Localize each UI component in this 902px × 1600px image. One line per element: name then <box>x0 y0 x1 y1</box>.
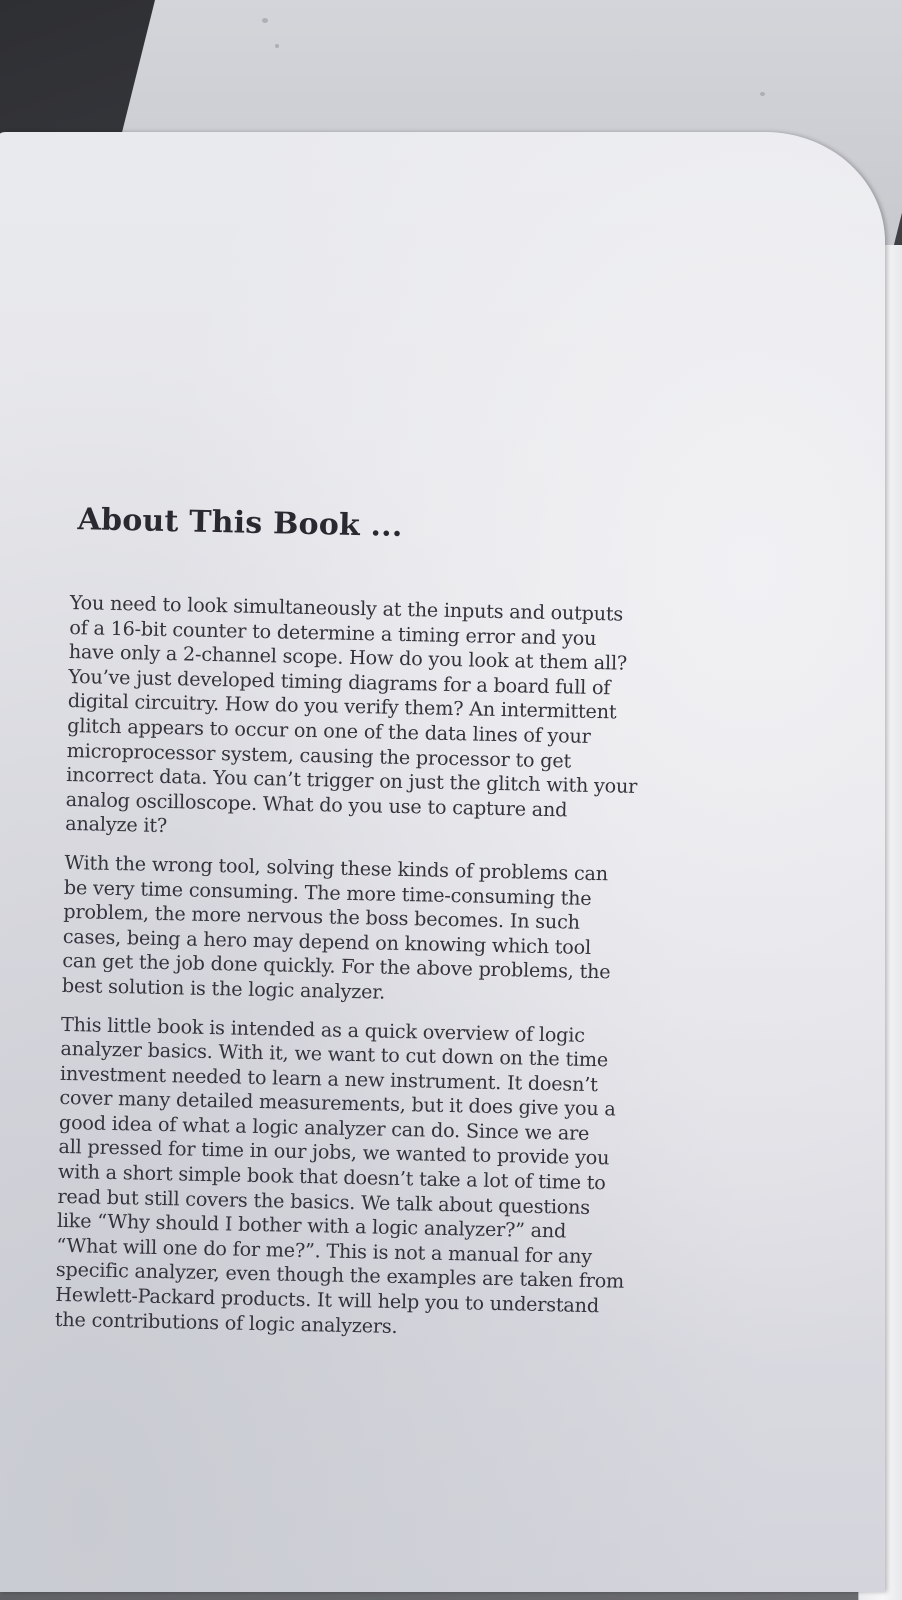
body-paragraph-3: This little book is intended as a quick overview of logic analyzer basics. With it, we want to cut down on the time investment needed to learn a new instrument. It doesn’t cover many detailed measurements, but it does give you a good idea of what a logic analyzer can do. Since we are all pressed for time in our jobs, we wanted to provide you with a short simple book that doesn’t take a lot of time to read but still covers the basics. We talk about questions like “Why should I bother with a logic analyzer?” and “What will one do for me?”. This is not a manual for any specific analyzer, even though the examples are taken from Hewlett-Packard products. It will help you to understand the contributions of logic analyzers. <box>54 1012 625 1338</box>
body-paragraph-1: You need to look simultaneously at the inputs and outputs of a 16-bit counter to determine a timing error and you have only a 2-channel scope. How do you look at them all? You’ve just developed timing diagrams for a board full of digital circuitry. How do you verify them? An intermittent glitch appears to occur on one of the data lines of your microprocessor system, causing the processor to get incorrect data. You can’t trigger on just the glitch with your analog oscilloscope. What do you use to capture and analyze it? <box>65 590 638 838</box>
surface-speck <box>275 44 279 48</box>
book-page <box>0 132 885 1592</box>
page-content <box>54 502 712 1359</box>
surface-speck <box>760 92 765 96</box>
body-paragraph-2: With the wrong tool, solving these kinds of problems can be very time consuming. The more time-consuming the problem, the more nervous the boss becomes. In such cases, being a hero may depend on knowing which tool can get the job done quickly. For the above problems, the best solution is the logic analyzer. <box>61 850 611 1004</box>
page-heading: About This Book ... <box>77 502 403 544</box>
surface-speck <box>262 18 268 23</box>
